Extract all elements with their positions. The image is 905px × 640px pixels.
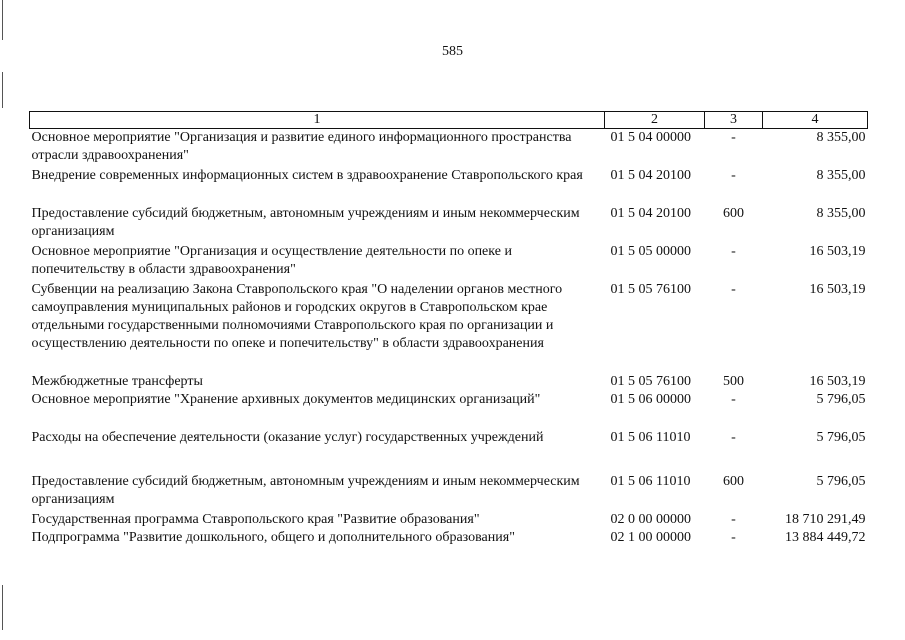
row-code: 02 1 00 00000 bbox=[610, 530, 691, 545]
row-amount: 16 503,19 bbox=[809, 244, 866, 259]
budget-table bbox=[29, 111, 868, 547]
row-amount: 8 355,00 bbox=[816, 168, 866, 183]
page-number: 585 bbox=[442, 44, 463, 59]
row-type: - bbox=[731, 430, 736, 445]
table-row bbox=[30, 129, 868, 168]
row-type: - bbox=[731, 244, 736, 259]
row-amount: 5 796,05 bbox=[816, 392, 866, 407]
row-type: - bbox=[731, 130, 736, 145]
row-type: - bbox=[731, 392, 736, 407]
table-row bbox=[30, 429, 868, 473]
row-type: - bbox=[731, 530, 736, 545]
row-amount: 16 503,19 bbox=[809, 282, 866, 297]
row-code: 01 5 04 00000 bbox=[610, 130, 691, 145]
column-header-type: 3 bbox=[705, 112, 763, 129]
row-code: 01 5 05 76100 bbox=[610, 282, 691, 297]
row-name: Субвенции на реализацию Закона Ставропольского края "О наделении органов местного самоуправления муниципальных районов и городских округов в Ставропольском крае отдельными государственными полномочиями Ставропольского края по организации и осуществлению деятельности по опеке и попечительству" в области здравоохранения bbox=[31, 282, 563, 351]
table-row bbox=[30, 473, 868, 511]
table-row bbox=[30, 281, 868, 373]
table-header-row bbox=[30, 112, 868, 129]
row-amount: 18 710 291,49 bbox=[785, 512, 866, 527]
row-name: Основное мероприятие "Организация и осуществление деятельности по опеке и попечительству в области здравоохранения" bbox=[31, 244, 512, 277]
row-name: Основное мероприятие "Хранение архивных документов медицинских организаций" bbox=[31, 392, 541, 407]
row-amount: 16 503,19 bbox=[809, 374, 866, 389]
row-type: - bbox=[731, 282, 736, 297]
table-row bbox=[30, 373, 868, 391]
row-code: 02 0 00 00000 bbox=[610, 512, 691, 527]
row-code: 01 5 04 20100 bbox=[610, 206, 691, 221]
row-code: 01 5 05 76100 bbox=[610, 374, 691, 389]
column-header-name: 1 bbox=[30, 112, 605, 129]
row-code: 01 5 05 00000 bbox=[610, 244, 691, 259]
row-name: Предоставление субсидий бюджетным, автономным учреждениям и иным некоммерческим организациям bbox=[31, 206, 580, 239]
row-type: 600 bbox=[723, 474, 744, 489]
row-amount: 13 884 449,72 bbox=[785, 530, 866, 545]
row-code: 01 5 04 20100 bbox=[610, 168, 691, 183]
table-row bbox=[30, 511, 868, 529]
table-row bbox=[30, 391, 868, 429]
row-code: 01 5 06 00000 bbox=[610, 392, 691, 407]
row-type: - bbox=[731, 512, 736, 527]
row-name: Основное мероприятие "Организация и развитие единого информационного пространства отрасли здравоохранения" bbox=[31, 130, 572, 163]
row-amount: 8 355,00 bbox=[816, 130, 866, 145]
table-row bbox=[30, 167, 868, 205]
column-header-amount: 4 bbox=[763, 112, 868, 129]
row-name: Расходы на обеспечение деятельности (оказание услуг) государственных учреждений bbox=[31, 430, 544, 445]
table-row bbox=[30, 205, 868, 243]
table-row bbox=[30, 529, 868, 547]
scan-edge-mark bbox=[2, 585, 3, 630]
column-header-code: 2 bbox=[605, 112, 705, 129]
row-name: Предоставление субсидий бюджетным, автономным учреждениям и иным некоммерческим организациям bbox=[31, 474, 580, 507]
row-type: 600 bbox=[723, 206, 744, 221]
row-name: Межбюджетные трансферты bbox=[31, 374, 203, 389]
row-name: Подпрограмма "Развитие дошкольного, общего и дополнительного образования" bbox=[31, 530, 515, 545]
row-type: 500 bbox=[723, 374, 744, 389]
row-amount: 8 355,00 bbox=[816, 206, 866, 221]
scan-edge-mark bbox=[2, 72, 3, 108]
row-amount: 5 796,05 bbox=[816, 474, 866, 489]
row-amount: 5 796,05 bbox=[816, 430, 866, 445]
row-type: - bbox=[731, 168, 736, 183]
scan-edge-mark bbox=[2, 0, 3, 40]
row-name: Внедрение современных информационных систем в здравоохранение Ставропольского края bbox=[31, 168, 583, 183]
row-code: 01 5 06 11010 bbox=[610, 474, 691, 489]
table-row bbox=[30, 243, 868, 281]
row-code: 01 5 06 11010 bbox=[610, 430, 691, 445]
row-name: Государственная программа Ставропольского края "Развитие образования" bbox=[31, 512, 480, 527]
